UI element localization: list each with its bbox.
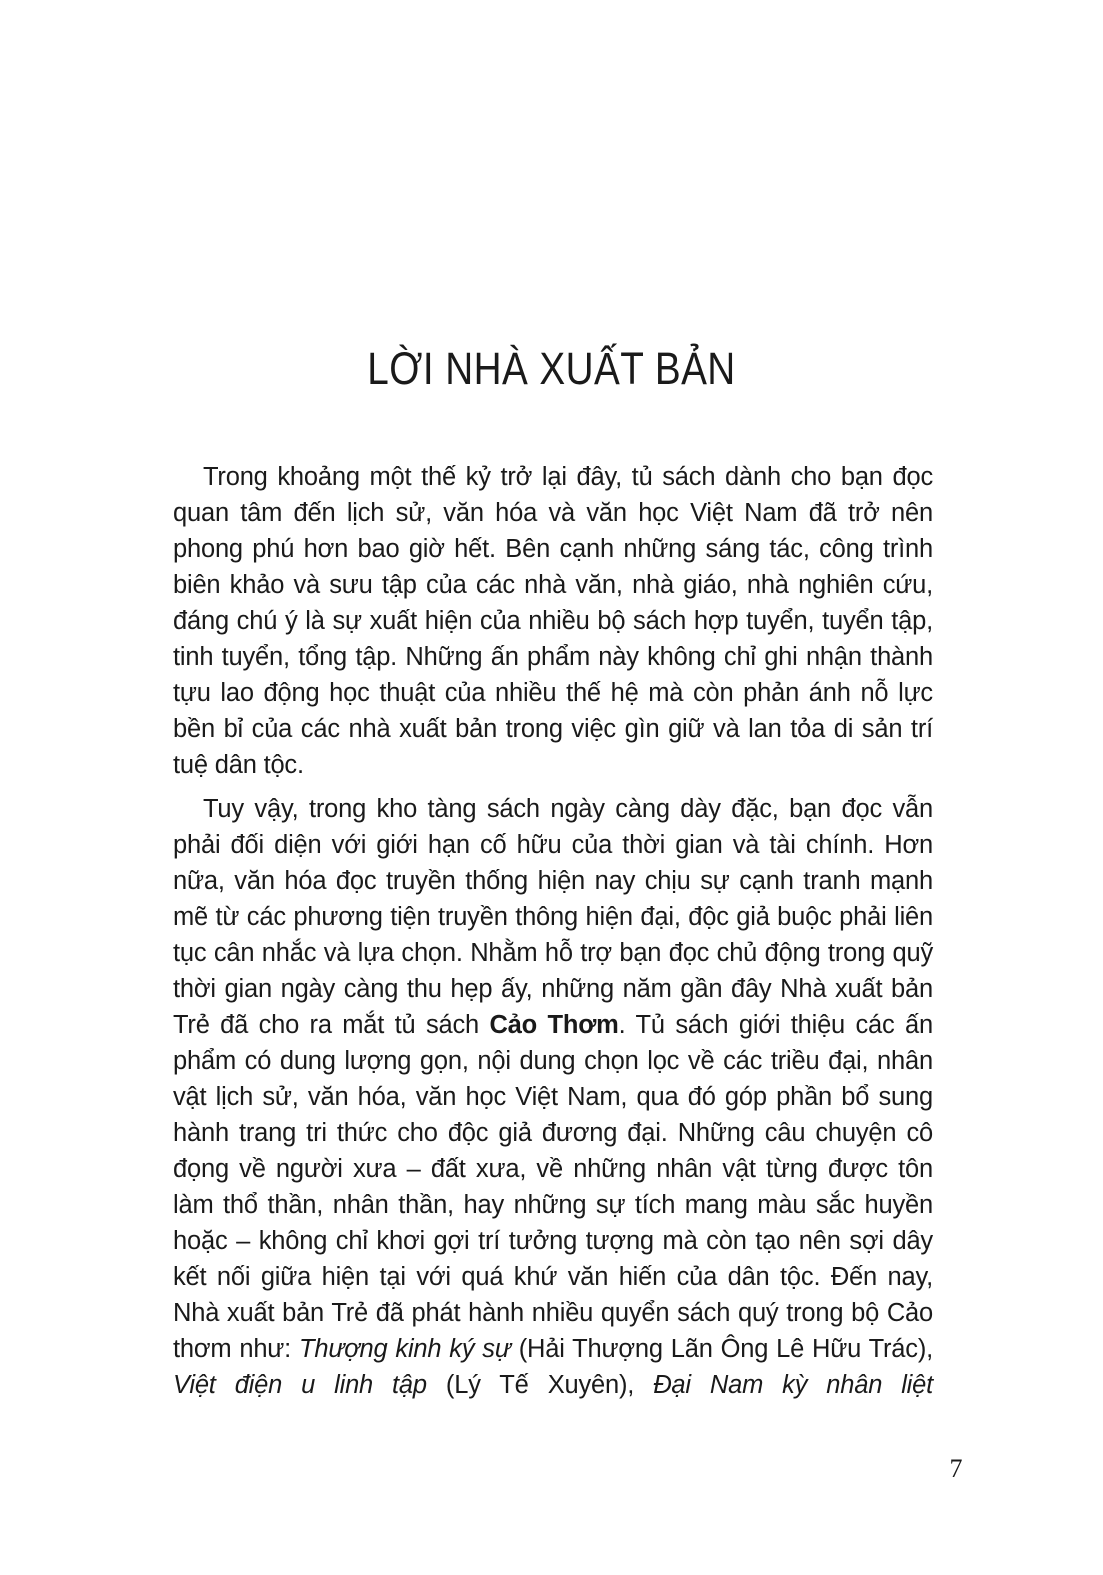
book-title-2: Việt điện u linh tập [173,1371,427,1399]
series-name-bold: Cảo Thơm [489,1011,619,1039]
paragraph-2-text-a: Tuy vậy, trong kho tàng sách ngày càng dày đặc, bạn đọc vẫn phải đối diện với giới hạn cố hữu của thời gian và tài chính. Hơn nữa, văn hóa đọc truyền thống hiện nay chịu sự cạnh tranh mạnh mẽ từ các phương tiện truyền thông hiện đại, độc giả buộc phải liên tục cân nhắc và lựa chọn. Nhằm hỗ trợ bạn đọc chủ động trong quỹ thời gian ngày càng thu hẹp ấy, những năm gần đây Nhà xuất bản Trẻ đã cho ra mắt tủ sách [173,795,933,1039]
paragraph-2-text-d: (Lý Tế Xuyên), [426,1371,654,1399]
paragraph-1 [173,459,933,783]
book-title-1: Thượng kinh ký sự [298,1335,511,1363]
paragraph-2 [173,791,933,1439]
paragraph-2-text-b: . Tủ sách giới thiệu các ấn phẩm có dung lượng gọn, nội dung chọn lọc về các triều đại, nhân vật lịch sử, văn hóa, văn học Việt Nam, qua đó góp phần bổ sung hành trang tri thức cho độc giả đương đại. Những câu chuyện cô đọng về người xưa – đất xưa, về những nhân vật từng được tôn làm thổ thần, nhân thần, hay những sự tích mang màu sắc huyền hoặc – không chỉ khơi gợi trí tưởng tượng mà còn tạo nên sợi dây kết nối giữa hiện tại với quá khứ văn hiến của dân tộc. Đến nay, Nhà xuất bản Trẻ đã phát hành nhiều quyển sách quý trong bộ Cảo thơm như: [173,1011,933,1363]
page-title: LỜI NHÀ XUẤT BẢN [367,343,736,394]
book-title-3: Đại Nam kỳ nhân liệt [653,1371,934,1399]
page-number: 7 [949,1454,963,1483]
body-text [173,459,933,1439]
paragraph-2-text-c: (Hải Thượng Lãn Ông Lê Hữu Trác), [510,1335,933,1363]
paragraph-1-text: Trong khoảng một thế kỷ trở lại đây, tủ sách dành cho bạn đọc quan tâm đến lịch sử, văn hóa và văn học Việt Nam đã trở nên phong phú hơn bao giờ hết. Bên cạnh những sáng tác, công trình biên khảo và sưu tập của các nhà văn, nhà giáo, nhà nghiên cứu, đáng chú ý là sự xuất hiện của nhiều bộ sách hợp tuyển, tuyển tập, tinh tuyển, tổng tập. Những ấn phẩm này không chỉ ghi nhận thành tựu lao động học thuật của nhiều thế hệ mà còn phản ánh nỗ lực bền bỉ của các nhà xuất bản trong việc gìn giữ và lan tỏa di sản trí tuệ dân tộc. [173,463,933,779]
